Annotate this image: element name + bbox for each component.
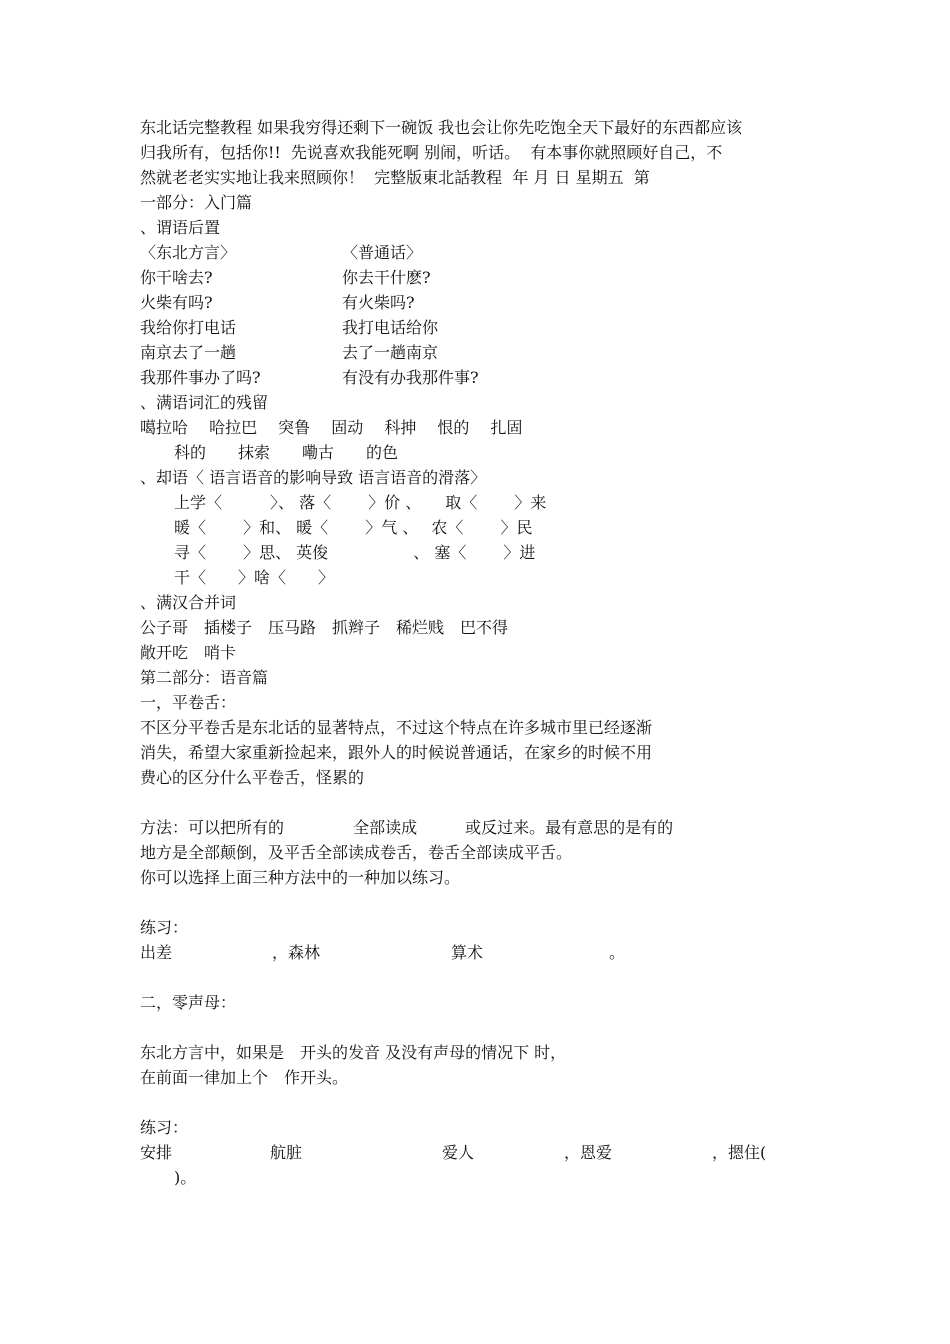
column-header-mandarin: 〈普通话〉 bbox=[342, 243, 423, 262]
body-line: 在前面一律加上个 作开头。 bbox=[140, 1068, 349, 1087]
exercise-word: 航脏 bbox=[270, 1143, 303, 1162]
exercise-word: 。 bbox=[609, 943, 626, 962]
pair-dialect: 你干啥去? bbox=[140, 268, 213, 287]
word-row: 噶拉哈 哈拉巴 突鲁 固动 科抻 恨的 扎固 bbox=[140, 418, 523, 437]
pair-dialect: 我给你打电话 bbox=[140, 318, 237, 337]
pair-mandarin: 有没有办我那件事? bbox=[342, 368, 479, 387]
body-line: 不区分平卷舌是东北话的显著特点，不过这个特点在许多城市里已经逐渐 bbox=[140, 718, 653, 737]
part2-title: 第二部分：语音篇 bbox=[140, 668, 269, 687]
body-line: 东北方言中，如果是 开头的发音 及没有声母的情况下 时， bbox=[140, 1043, 567, 1062]
exercise-word: 算术 bbox=[451, 943, 484, 962]
pair-mandarin: 我打电话给你 bbox=[342, 318, 439, 337]
fill-blank-row: 暖〈 〉和、 暖〈 〉气 、 农〈 〉民 bbox=[174, 518, 533, 537]
exercise-word: ，森林 bbox=[272, 943, 321, 962]
intro-line-1: 东北话完整教程 如果我穷得还剩下一碗饭 我也会让你先吃饱全天下最好的东西都应该 bbox=[140, 118, 743, 137]
part1-title: 一部分：入门篇 bbox=[140, 193, 253, 212]
fill-blank-row: 寻〈 〉思、 英俊 、 塞〈 〉进 bbox=[174, 543, 536, 562]
exercise-label: 练习： bbox=[140, 1118, 189, 1137]
word-row: 科的 抹索 嘞古 的色 bbox=[174, 443, 399, 462]
pair-dialect: 我那件事办了吗? bbox=[140, 368, 261, 387]
column-header-dialect: 〈东北方言〉 bbox=[140, 243, 237, 262]
body-line: 消失，希望大家重新捡起来，跟外人的时候说普通话，在家乡的时候不用 bbox=[140, 743, 653, 762]
section-heading: 、谓语后置 bbox=[140, 218, 221, 237]
section-heading: 、满汉合并词 bbox=[140, 593, 237, 612]
exercise-word: ，恩爱 bbox=[564, 1143, 613, 1162]
exercise-word: 爱人 bbox=[442, 1143, 475, 1162]
body-line: 费心的区分什么平卷舌，怪累的 bbox=[140, 768, 365, 787]
body-line: 你可以选择上面三种方法中的一种加以练习。 bbox=[140, 868, 461, 887]
body-line: 地方是全部颠倒，及平舌全部读成卷舌，卷舌全部读成平舌。 bbox=[140, 843, 573, 862]
pair-mandarin: 你去干什麽? bbox=[342, 268, 431, 287]
subsection-heading: 一，平卷舌： bbox=[140, 693, 237, 712]
word-row: 敞开吃 哨卡 bbox=[140, 643, 237, 662]
exercise-word: ，摁住( bbox=[712, 1143, 767, 1162]
exercise-word: 出差 bbox=[140, 943, 173, 962]
pair-dialect: 火柴有吗? bbox=[140, 293, 213, 312]
body-line: 方法：可以把所有的 全部读成 或反过来。最有意思的是有的 bbox=[140, 818, 674, 837]
section-heading: 、满语词汇的残留 bbox=[140, 393, 269, 412]
intro-line-2: 归我所有，包括你!! 先说喜欢我能死啊 别闹，听话。 有本事你就照顾好自己，不 bbox=[140, 143, 723, 162]
pair-dialect: 南京去了一趟 bbox=[140, 343, 237, 362]
exercise-word: 安排 bbox=[140, 1143, 173, 1162]
subsection-heading: 二，零声母： bbox=[140, 993, 237, 1012]
fill-blank-row: 干〈 〉啥〈 〉 bbox=[174, 568, 335, 587]
pair-mandarin: 有火柴吗? bbox=[342, 293, 415, 312]
pair-mandarin: 去了一趟南京 bbox=[342, 343, 439, 362]
word-row: 公子哥 插楼子 压马路 抓辫子 稀烂贱 巴不得 bbox=[140, 618, 509, 637]
fill-blank-row: 上学〈 〉、 落〈 〉价 、 取〈 〉来 bbox=[174, 493, 547, 512]
exercise-word: )。 bbox=[174, 1168, 197, 1187]
intro-line-3: 然就老老实实地让我来照顾你！ 完整版東北話教程 年 月 日 星期五 第 bbox=[140, 168, 650, 187]
exercise-label: 练习： bbox=[140, 918, 189, 937]
section-heading: 、却语〈 语言语音的影响导致 语言语音的滑落〉 bbox=[140, 468, 487, 487]
